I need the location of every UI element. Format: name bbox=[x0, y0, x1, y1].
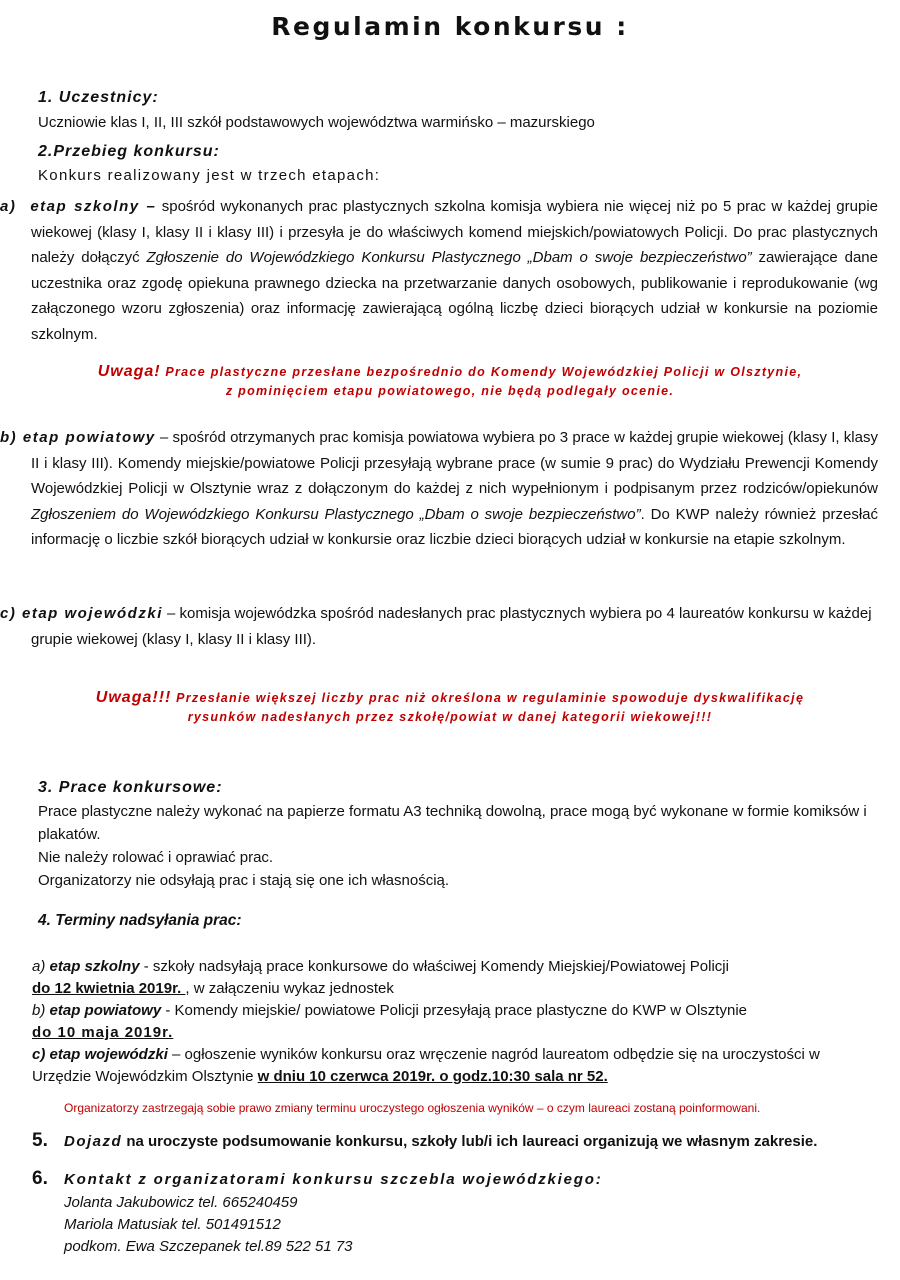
section-deadlines-heading: 4. Terminy nadsyłania prac: bbox=[38, 912, 242, 929]
stage-b-text-2: . Do KWP należy również przesłać informację o liczbie szkół biorących udział w konkursie oraz liczbie dzieci biorących udział w konkursie na etapie szkolnym. bbox=[31, 505, 878, 548]
contact-heading: Kontakt z organizatorami konkursu szczebla wojewódzkiego: bbox=[64, 1171, 603, 1188]
section-course-heading: 2.Przebieg konkursu: bbox=[38, 143, 220, 160]
section-contact bbox=[32, 1168, 603, 1190]
warning-1-lead: Uwaga! bbox=[97, 363, 161, 380]
works-line-format: Prace plastyczne należy wykonać na papierze formatu A3 techniką dowolną, prace mogą być wykonane w formie komiksów i plakatów. bbox=[38, 803, 867, 843]
works-line-rolling: Nie należy rolować i oprawiać prac. bbox=[38, 849, 274, 866]
section-works-body bbox=[38, 800, 883, 892]
entry-form-title-b: Zgłoszeniem do Wojewódzkiego Konkursu Plastycznego „Dbam o swoje bezpieczeństwo” bbox=[31, 505, 641, 523]
works-line-ownership: Organizatorzy nie odsyłają prac i stają się one ich własnością. bbox=[38, 872, 450, 889]
entry-form-title: Zgłoszenie do Wojewódzkiego Konkursu Plastycznego „Dbam o swoje bezpieczeństwo” bbox=[146, 249, 752, 266]
section-course-intro: Konkurs realizowany jest w trzech etapach: bbox=[38, 167, 381, 184]
stage-a-paragraph bbox=[0, 194, 878, 347]
deadline-a-after: , w załączeniu wykaz jednostek bbox=[185, 980, 394, 997]
contact-person: Jolanta Jakubowicz tel. 665240459 bbox=[64, 1194, 298, 1211]
section-deadlines-body bbox=[32, 956, 882, 1088]
stage-a-text: spośród wykonanych prac plastycznych szkolna komisja wybiera nie więcej niż po 5 prac w każdej grupie wiekowej (klasy I, klasy II i klasy III) i przesyła je do właściwych komend miejskich/powiatowych Policji. Do prac plastycznych należy dołączyć bbox=[31, 198, 878, 266]
deadline-b-marker: b) bbox=[32, 1002, 50, 1019]
deadline-b-date: do 10 maja 2019r. bbox=[32, 1024, 174, 1041]
warning-2-line2: rysunków nadesłanych przez szkołę/powiat w danej kategorii wiekowej!!! bbox=[187, 710, 713, 724]
section-participants-heading: 1. Uczestnicy: bbox=[38, 89, 159, 106]
warning-disqualification bbox=[40, 688, 860, 727]
deadline-c-label: c) etap wojewódzki bbox=[32, 1046, 168, 1063]
stage-a-marker: a) bbox=[0, 198, 17, 215]
warning-2-line1: Przesłanie większej liczby prac niż określona w regulaminie spowoduje dyskwalifikację bbox=[171, 691, 805, 705]
stage-b-label: b) etap powiatowy bbox=[0, 429, 156, 446]
section-works-heading: 3. Prace konkursowe: bbox=[38, 779, 223, 796]
section-participants-text: Uczniowie klas I, II, III szkół podstawowych województwa warmińsko – mazurskiego bbox=[38, 114, 595, 131]
deadline-a-date-line bbox=[32, 978, 882, 1000]
deadline-b-date-line bbox=[32, 1022, 882, 1044]
warning-1-line1: Prace plastyczne przesłane bezpośrednio do Komendy Wojewódzkiej Policji w Olsztynie, bbox=[160, 365, 803, 379]
deadline-a-label: etap szkolny bbox=[49, 958, 140, 975]
deadline-b-label: etap powiatowy bbox=[49, 1002, 162, 1019]
stage-b-text: – spośród otrzymanych prac komisja powiatowa wybiera po 3 prace w każdej grupie wiekowej (klasy I, klasy II i klasy III). Komendy miejskie/powiatowe Policji przesyłają wybrane prace (w sumie 9 prac) do Wydziału Prewencji Komendy Wojewódzkiej Policji w Olsztynie wraz z dołączonym do każdej z nich wypełnionym i podpisanym przez rodziców/opiekunów bbox=[31, 429, 878, 497]
deadline-c bbox=[32, 1044, 882, 1088]
warning-1-line2: z pominięciem etapu powiatowego, nie będą podlegały ocenie. bbox=[225, 384, 675, 398]
contact-number: 6. bbox=[32, 1168, 48, 1189]
contact-person: podkom. Ewa Szczepanek tel.89 522 51 73 bbox=[64, 1238, 353, 1255]
warning-2-lead: Uwaga!!! bbox=[95, 689, 172, 706]
stage-c-text: – komisja wojewódzka spośród nadesłanych prac plastycznych wybiera po 4 laureatów konkursu w każdej grupie wiekowej (klasy I, klasy II i klasy III). bbox=[31, 605, 872, 648]
deadline-a-date: do 12 kwietnia 2019r. bbox=[32, 980, 186, 997]
deadline-c-text: – ogłoszenie wyników konkursu oraz wręczenie nagród laureatom odbędzie się na uroczystości w Urzędzie Wojewódzkim Olsztynie bbox=[32, 1046, 820, 1085]
travel-text: na uroczyste podsumowanie konkursu, szkoły lub/i ich laureaci organizują we własnym zakresie. bbox=[122, 1133, 818, 1150]
deadlines-note: Organizatorzy zastrzegają sobie prawo zmiany terminu uroczystego ogłoszenia wyników – o czym laureaci zostaną poinformowani. bbox=[64, 1101, 761, 1115]
stage-a-label: etap szkolny – bbox=[30, 198, 157, 215]
stage-b-paragraph bbox=[0, 425, 878, 553]
deadline-b bbox=[32, 1000, 882, 1022]
deadline-a-marker: a) bbox=[32, 958, 50, 975]
contact-person: Mariola Matusiak tel. 501491512 bbox=[64, 1216, 281, 1233]
deadline-b-text: - Komendy miejskie/ powiatowe Policji przesyłają prace plastyczne do KWP w Olsztynie bbox=[161, 1002, 747, 1019]
page-title: Regulamin konkursu : bbox=[271, 12, 629, 41]
travel-label: Dojazd bbox=[64, 1133, 123, 1150]
travel-number: 5. bbox=[32, 1130, 48, 1151]
stage-a-text-2: zawierające dane uczestnika oraz zgodę opiekuna prawnego dziecka na przetwarzanie danych osobowych, publikowanie i reprodukowanie (wg załączonego wzoru zgłoszenia) oraz informację zawierającą ogólną liczbę dzieci biorących udział w konkursie na poziomie szkolnym. bbox=[31, 249, 878, 343]
stage-c-paragraph bbox=[0, 601, 878, 652]
contact-list bbox=[64, 1192, 353, 1258]
deadline-a-text: - szkoły nadsyłają prace konkursowe do właściwej Komendy Miejskiej/Powiatowej Policji bbox=[139, 958, 729, 975]
deadline-a bbox=[32, 956, 882, 978]
warning-direct-submission bbox=[40, 362, 860, 401]
stage-c-label: c) etap wojewódzki bbox=[0, 605, 163, 622]
section-travel bbox=[32, 1130, 817, 1152]
deadline-c-date: w dniu 10 czerwca 2019r. o godz.10:30 sala nr 52. bbox=[257, 1068, 608, 1085]
